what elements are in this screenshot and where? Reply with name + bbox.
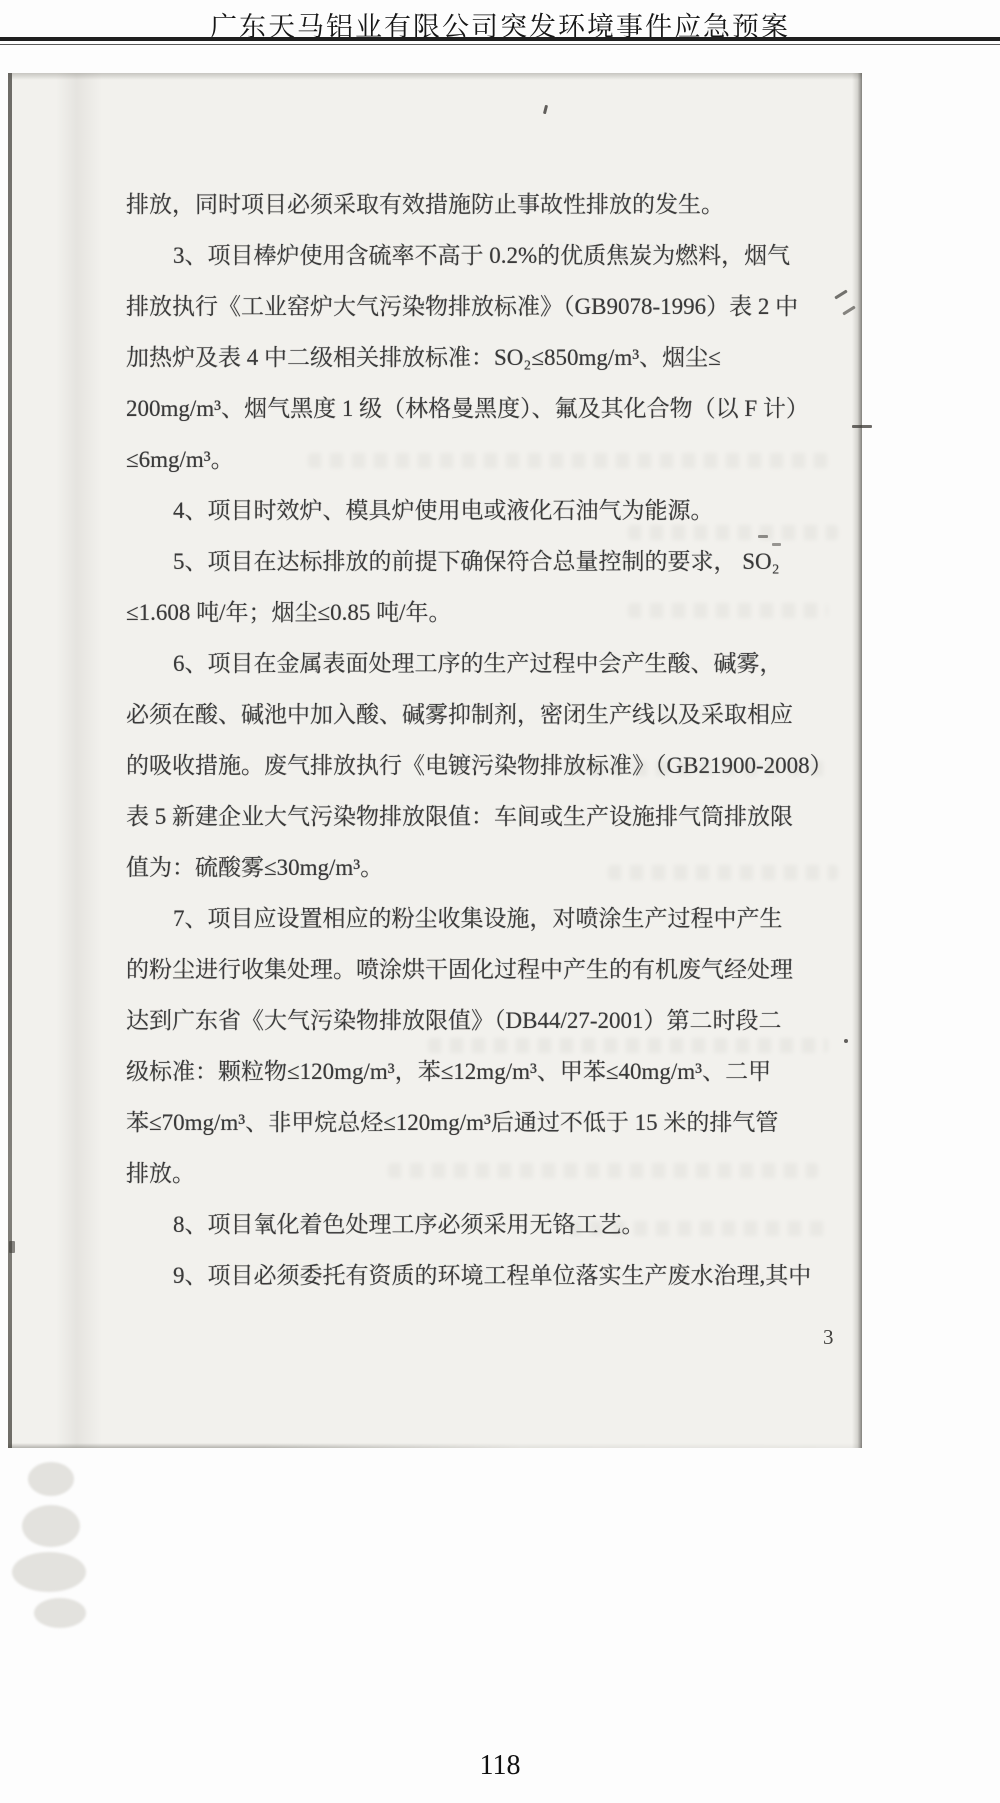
text-line: 苯≤70mg/m³、非甲烷总烃≤120mg/m³后通过不低于 15 米的排气管	[126, 1110, 779, 1135]
scan-artifact	[608, 865, 838, 880]
text-line: ≤6mg/m³。	[126, 447, 234, 472]
page-number: 118	[479, 1750, 521, 1781]
scan-artifact	[628, 525, 838, 540]
scan-artifact	[772, 543, 781, 546]
scan-fold-shadow	[56, 73, 102, 1448]
scan-edge-bottom	[8, 1443, 862, 1448]
text-line: 表 5 新建企业大气污染物排放限值：车间或生产设施排气筒排放限	[126, 804, 793, 829]
text-line: 的吸收措施。废气排放执行《电镀污染物排放标准》（GB21900-2008）	[126, 753, 833, 778]
scan-artifact	[34, 1598, 86, 1628]
scan-artifact	[428, 1038, 828, 1053]
text-line: 达到广东省《大气污染物排放限值》（DB44/27-2001）第二时段二	[126, 1008, 782, 1033]
page-number-inner: 3	[823, 1325, 834, 1349]
scan-artifact	[22, 1505, 80, 1547]
text-line: 3、项目棒炉使用含硫率不高于 0.2%的优质焦炭为燃料，烟气	[173, 243, 791, 268]
text-line: 加热炉及表 4 中二级相关排放标准：SO₂≤850mg/m³、烟尘≤	[126, 345, 721, 370]
text-line: 必须在酸、碱池中加入酸、碱雾抑制剂，密闭生产线以及采取相应	[126, 702, 793, 727]
scan-artifact	[543, 105, 548, 114]
text-line: 6、项目在金属表面处理工序的生产过程中会产生酸、碱雾，	[173, 651, 783, 676]
scan-artifact	[9, 1241, 15, 1253]
text-line: 排放。	[126, 1161, 195, 1186]
header-rule	[0, 37, 1000, 45]
text-line: 级标准：颗粒物≤120mg/m³，苯≤12mg/m³、甲苯≤40mg/m³、二甲	[126, 1059, 772, 1084]
text-line: 9、项目必须委托有资质的环境工程单位落实生产废水治理,其中	[173, 1263, 812, 1288]
scan-artifact	[308, 453, 828, 468]
document-title: 广东天马铝业有限公司突发环境事件应急预案	[210, 12, 790, 42]
text-line: 排放执行《工业窑炉大气污染物排放标准》（GB9078-1996）表 2 中	[126, 294, 799, 319]
scan-artifact	[28, 1462, 74, 1496]
text-line: 的粉尘进行收集处理。喷涂烘干固化过程中产生的有机废气经处理	[126, 957, 793, 982]
scan-artifact	[844, 1039, 848, 1043]
scan-artifact	[12, 1552, 86, 1592]
scan-artifact	[852, 425, 872, 428]
scan-edge-top	[8, 73, 862, 80]
scan-artifact	[628, 603, 828, 618]
text-line: 7、项目应设置相应的粉尘收集设施，对喷涂生产过程中产生	[173, 906, 783, 931]
scanned-page	[8, 73, 862, 1448]
text-line: 4、项目时效炉、模具炉使用电或液化石油气为能源。	[173, 498, 714, 523]
text-line: 5、项目在达标排放的前提下确保符合总量控制的要求， SO₂	[173, 549, 780, 574]
body-text	[126, 179, 862, 1301]
text-line: 8、项目氧化着色处理工序必须采用无铬工艺。	[173, 1212, 645, 1237]
text-line: ≤1.608 吨/年；烟尘≤0.85 吨/年。	[126, 600, 452, 625]
text-line: 排放，同时项目必须采取有效措施防止事故性排放的发生。	[126, 192, 724, 217]
text-line: 200mg/m³、烟气黑度 1 级（林格曼黑度）、氟及其化合物（以 F 计）	[126, 396, 809, 421]
scan-artifact	[758, 535, 768, 538]
scan-artifact	[568, 1221, 828, 1236]
text-line: 值为：硫酸雾≤30mg/m³。	[126, 855, 384, 880]
scan-artifact	[388, 1163, 818, 1178]
scan-artifact	[568, 761, 828, 776]
